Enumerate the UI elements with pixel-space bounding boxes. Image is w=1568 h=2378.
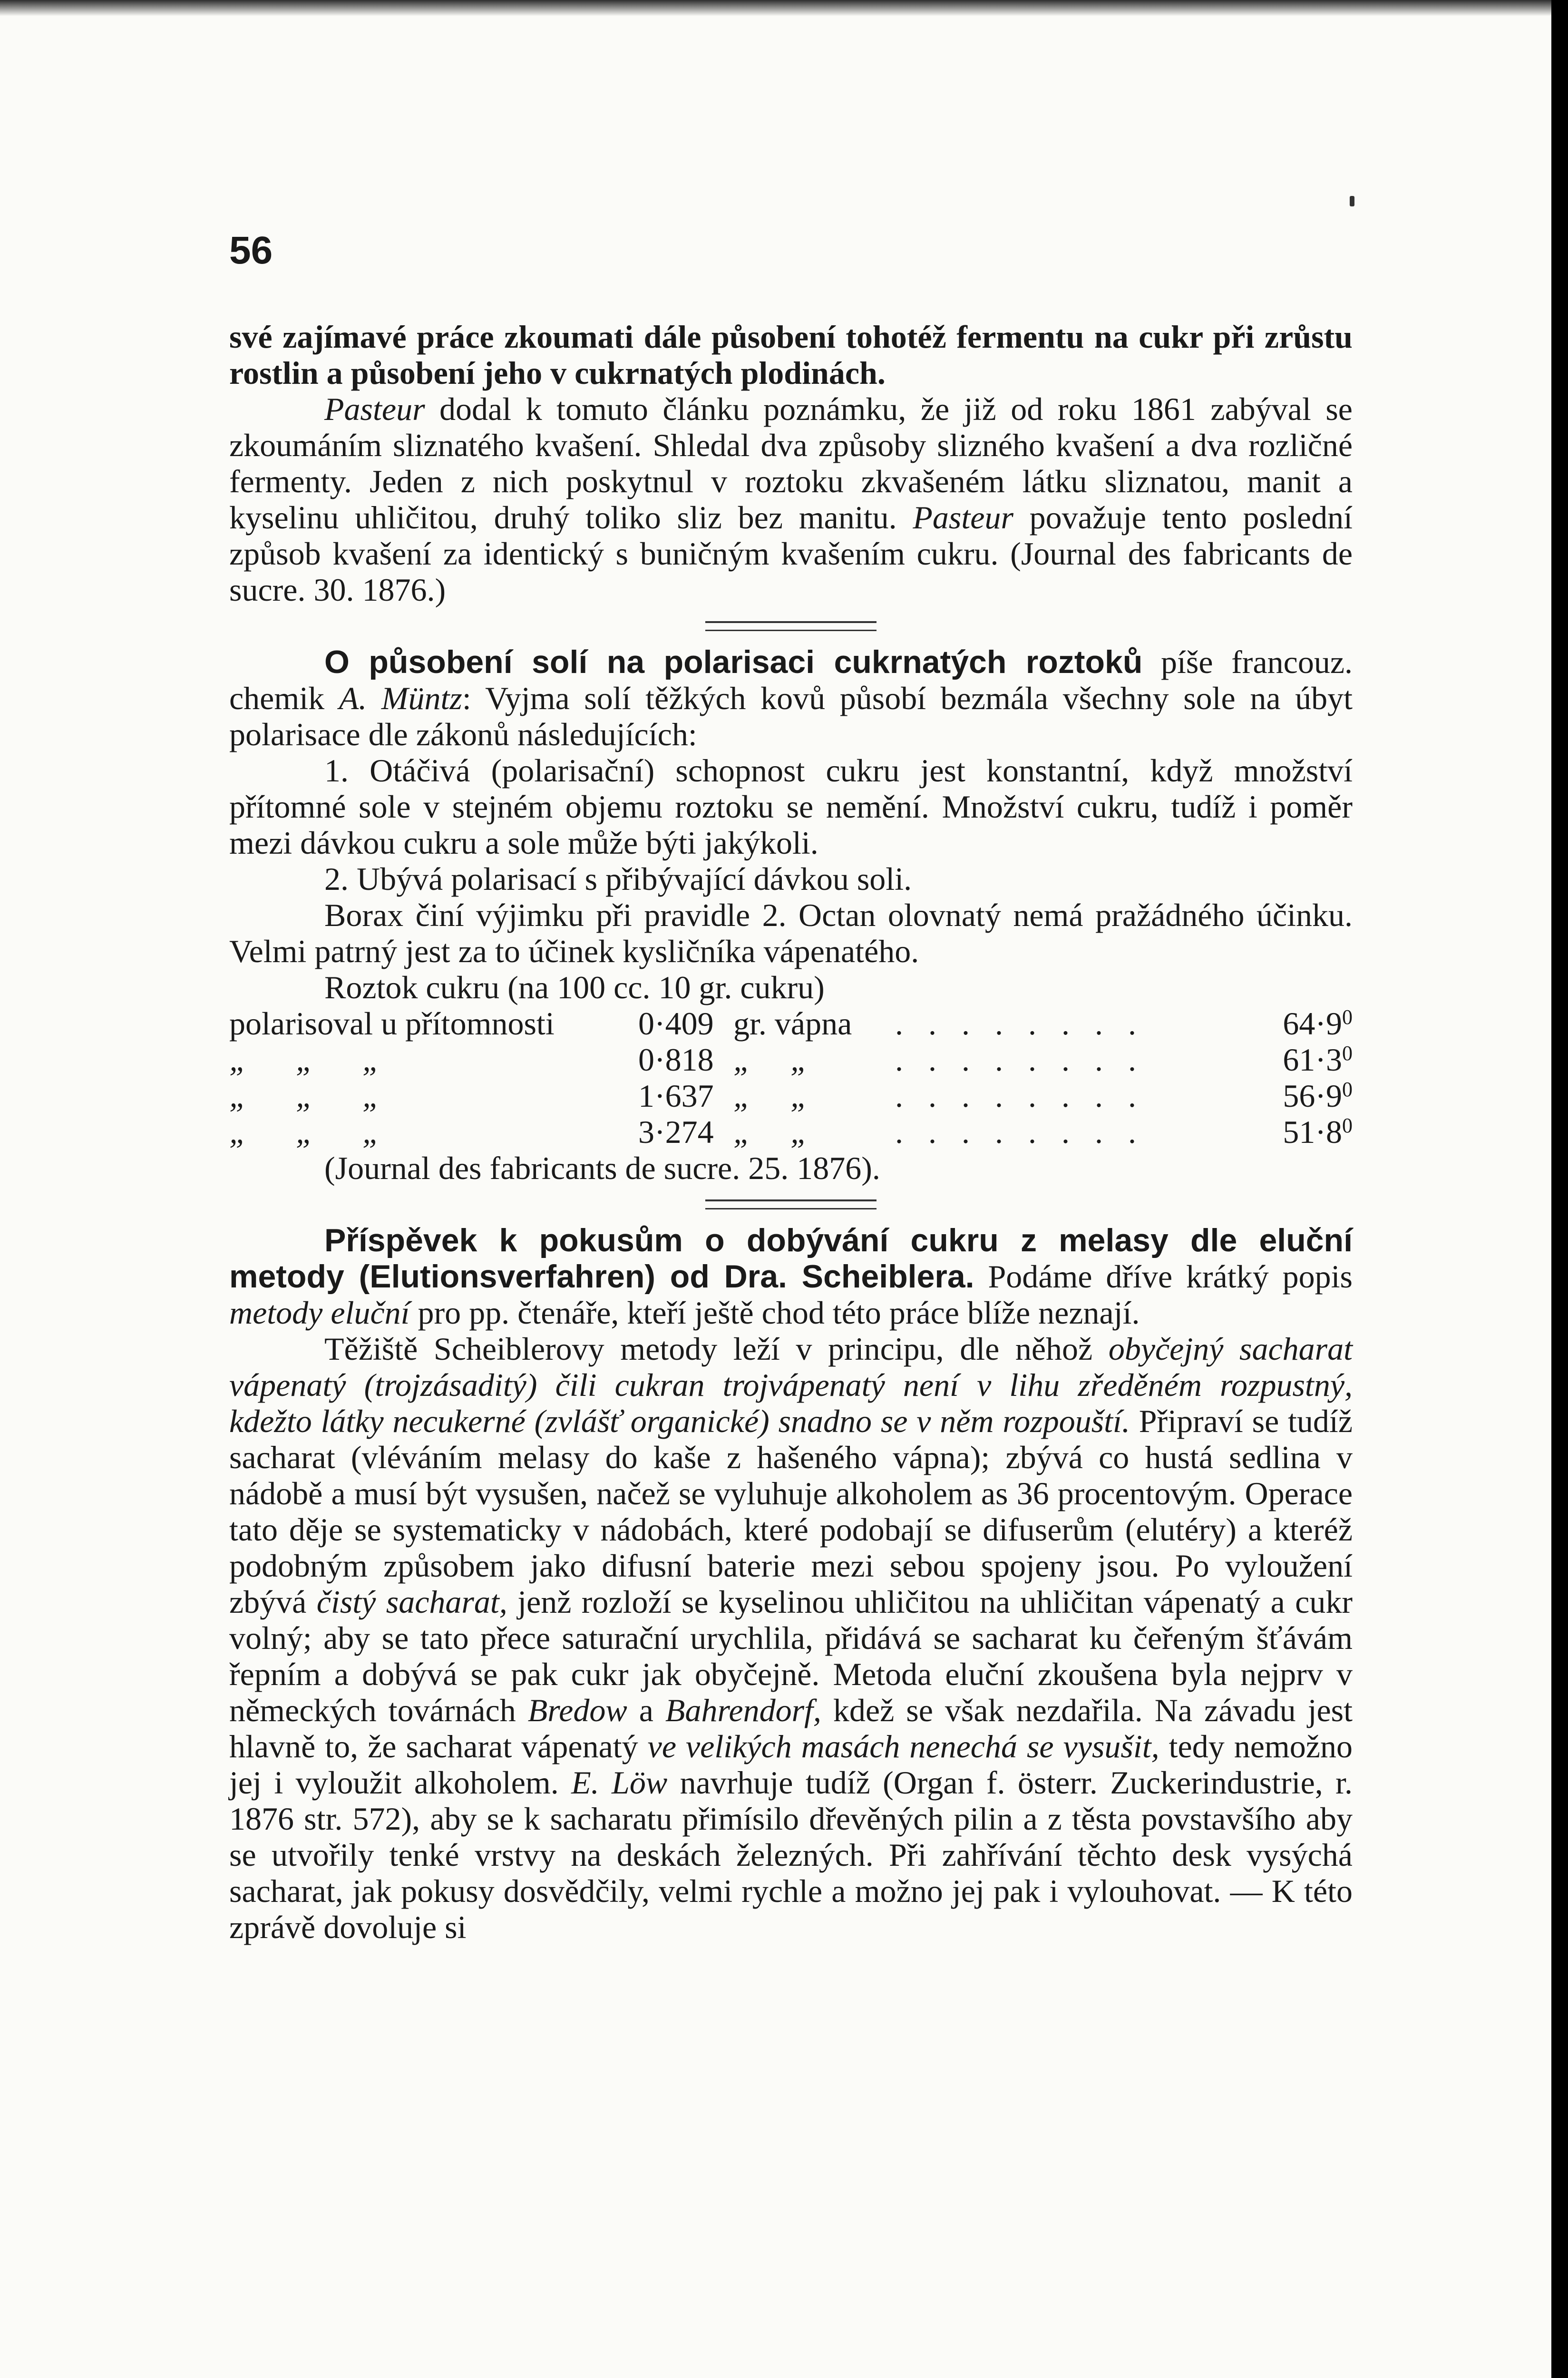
solution-note: Roztok cukru (na 100 cc. 10 gr. cukru) [324, 969, 825, 1005]
row-value: $56\cdot 9^0$ [1283, 1078, 1353, 1114]
section-salts [229, 644, 1353, 752]
row-unit-ditto: „ „ [733, 1078, 808, 1114]
table-row [229, 1042, 1353, 1078]
row-value: $61\cdot 3^0$ [1283, 1042, 1353, 1078]
row-leader: . . . . . . . . [895, 1005, 1145, 1042]
row-label-ditto: „ „ „ [229, 1078, 380, 1114]
ink-speck [1350, 196, 1354, 206]
borax-note: Borax činí výjimku při pravidle 2. Octan olovnatý nemá pražádného účinku. Velmi patrný jest za to účinek kysličníka vápenatého. [229, 897, 1353, 969]
row-unit-ditto: „ „ [733, 1114, 808, 1150]
elution-intro-b: pro pp. čtenáře, kteří ještě chod této práce blíže neznají. [409, 1295, 1140, 1331]
paragraph-continuation [229, 319, 1353, 608]
row-concentration: 0·409 [638, 1005, 714, 1042]
rule-2: 2. Ubývá polarisací s přibývající dávkou soli. [324, 861, 912, 897]
row-label-ditto: „ „ „ [229, 1114, 380, 1150]
pasteur-text-b: považuje tento poslední způsob kvašení za identický s buničným kvašením cukru. (Journal des fabricants de sucre. 30. 1876.) [229, 499, 1353, 608]
continuation-bold: své zajímavé práce zkoumati dále působení tohotéž fermentu na cukr při zrůstu rostlin a působení jeho v cukrnatých plodinách. [229, 319, 1353, 391]
row-leader: . . . . . . . . [895, 1042, 1145, 1078]
row-label: polarisoval u přítomnosti [229, 1005, 555, 1042]
elution-intro-a: Podáme dříve krátký popis [974, 1258, 1353, 1295]
row-unit-ditto: „ „ [733, 1042, 808, 1078]
scan-shadow [0, 0, 1551, 16]
row-unit: gr. vápna [733, 1005, 852, 1042]
scheibler-method-paragraph: Těžiště Scheiblerovy metody leží v principu, dle něhož obyčejný sacharat vápenatý (trojzásaditý) čili cukran trojvápenatý není v lihu zředěném rozpustný, kdežto látky necukerné (zvlášť organické) snadno se v něm rozpouští. Připraví se tudíž sacharat (vléváním melasy do kaše z hašeného vápna); zbývá co hustá sedlina v nádobě a musí být vysušen, načež se vyluhuje alkoholem as 36 procentovým. Operace tato děje se systematicky v nádobách, které podobají se difuserům (elutéry) a kteréž podobným způsobem jako difusní baterie mezi sebou spojeny jsou. Po vyloužení zbývá čistý sacharat, jenž rozloží se kyselinou uhličitou na uhličitan vápenatý a cukr volný; aby se tato přece saturační urychlila, přidává se sacharat ku čeřeným šťávám řepním a dobývá se pak cukr jak obyčejně. Metoda eluční zkoušena byla nejprv v německých továrnách Bredow a Bahrendorf, kdež se však nezdařila. Na závadu jest hlavně to, že sacharat vápenatý ve velikých masách nenechá se vysušit, tedy nemožno jej i vyloužit alkoholem. E. Löw navrhuje tudíž (Organ f. österr. Zuckerindustrie, r. 1876 str. 572), aby se k sacharatu přimísilo dřevěných pilin a z těsta povstavšího aby se utvořily tenké vrstvy na deskách železných. Při zahřívání těchto desk vysýchá sacharat, jak pokusy dosvědčily, velmi rychle a možno jej pak i vylouhovat. — K této zprávě dovoluje si [229, 1331, 1353, 1945]
row-concentration: 0·818 [638, 1042, 714, 1078]
page-number: 56 [229, 229, 273, 272]
row-leader: . . . . . . . . [895, 1078, 1145, 1114]
row-leader: . . . . . . . . [895, 1114, 1145, 1150]
section-divider [229, 608, 1353, 644]
row-value: $64\cdot 9^0$ [1283, 1005, 1353, 1042]
salts-lead: píše francouz. chemik [229, 644, 1353, 716]
table-row [229, 1078, 1353, 1114]
journal-citation: (Journal des fabricants de sucre. 25. 1876). [324, 1150, 880, 1186]
salts-text: : Vyjma solí těžkých kovů působí bezmála všechny sole na úbyt polarisace dle zákonů následujících: [229, 680, 1353, 752]
rule-1: 1. Otáčivá (polarisační) schopnost cukru jest konstantní, když množství přítomné sole v stejném objemu roztoku se nemění. Množství cukru, tudíž i poměr mezi dávkou cukru a sole může býti jakýkoli. [229, 752, 1353, 861]
author-pasteur: Pasteur [324, 391, 425, 427]
table-row [229, 1114, 1353, 1150]
section-divider [229, 1186, 1353, 1222]
row-concentration: 1·637 [638, 1078, 714, 1114]
author-muntz: A. Müntz [339, 680, 462, 716]
elution-intro-italic: metody eluční [229, 1295, 410, 1331]
section-heading-salts: O působení solí na polarisaci cukrnatých roztoků [324, 644, 1143, 680]
author-pasteur-2: Pasteur [913, 499, 1013, 536]
polarisation-table [229, 1005, 1353, 1150]
pasteur-text-a: dodal k tomuto článku poznámku, že již od roku 1861 zabýval se zkoumáním sliznatého kvašení. Shledal dva způsoby slizného kvašení a dva rozličné fermenty. Jeden z nich poskytnul v roztoku zkvašeném látku sliznatou, manit a kyselinu uhličitou, druhý toliko sliz bez manitu. [229, 391, 1353, 536]
row-label-ditto: „ „ „ [229, 1042, 380, 1078]
table-row [229, 1005, 1353, 1042]
row-concentration: 3·274 [638, 1114, 714, 1150]
section-elution [229, 1222, 1353, 1331]
page-body [229, 319, 1353, 1945]
section-heading-elution: Příspěvek k pokusům o dobývání cukru z melasy dle eluční metody (Elutionsverfahren) od Dra. Scheiblera. [229, 1222, 1353, 1295]
row-value: $51\cdot 8^0$ [1283, 1114, 1353, 1150]
